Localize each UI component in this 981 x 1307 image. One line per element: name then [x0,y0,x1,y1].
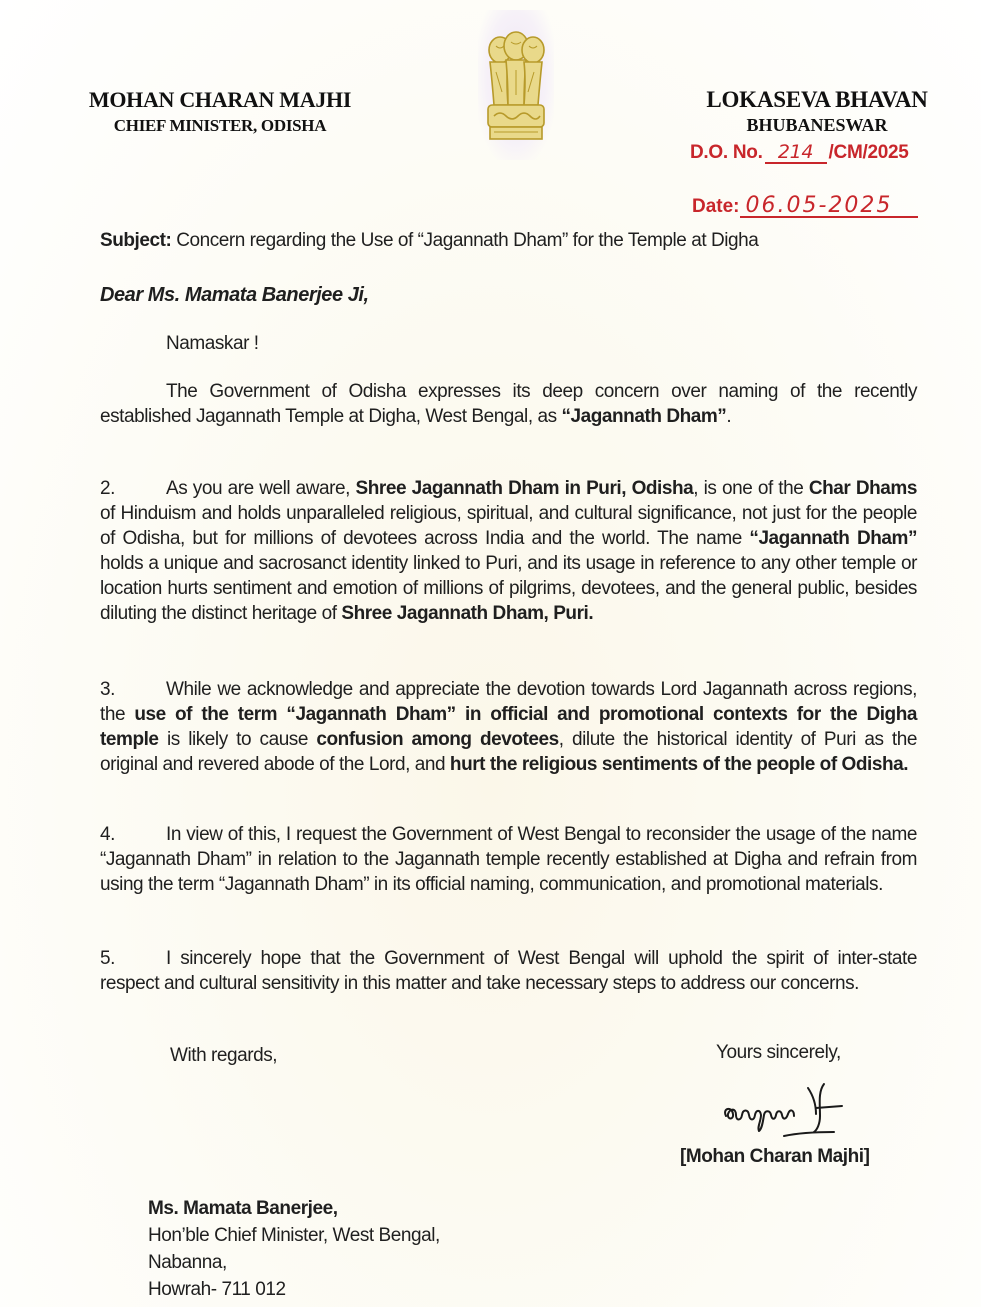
date-line [692,193,918,218]
paragraph-2: 2. As you are well aware, Shree Jagannath Dham in Puri, Odisha, is one of the Char Dhams of Hinduism and holds unparalleled religious, spiritual, and cultural significance, not just for the people of Odisha, but for millions of devotees across India and the world. The name “Jagannath Dham” holds a unique and sacrosanct identity linked to Puri, and its usage in reference to any other temple or location hurts sentiment and emotion of millions of pilgrims, devotees, and the general public, besides diluting the distinct heritage of Shree Jagannath Dham, Puri. [100,478,917,624]
subject-line [100,228,920,253]
paragraph-4: 4. In view of this, I request the Government of West Bengal to reconsider the usage of the name “Jagannath Dham” in relation to the Jagannath temple recently established at Digha and refrain from using the term “Jagannath Dham” in its official naming, communication, and promotional materials. [100,824,917,895]
signatory-name: [Mohan Charan Majhi] [680,1146,870,1167]
subject-label: Subject: [100,230,172,251]
office-name: LOKASEVA BHAVAN [706,87,928,112]
paragraph-1: The Government of Odisha expresses its deep concern over naming of the recently established Jagannath Temple at Digha, West Bengal, as “Jagannath Dham”. [100,381,917,427]
sender-name: MOHAN CHARAN MAJHI [88,87,352,112]
recipient-designation: Hon’ble Chief Minister, West Bengal, [148,1225,440,1246]
sender-title: CHIEF MINISTER, ODISHA [113,116,327,135]
closing-yours: Yours sincerely, [716,1042,841,1063]
state-emblem-icon [478,10,554,160]
do-suffix: /CM/2025 [828,142,909,163]
paragraph-number: 2. [100,478,115,499]
office-block [672,87,962,136]
do-number-line [690,142,909,164]
recipient-building: Nabanna, [148,1252,227,1273]
paragraph-number: 4. [100,824,115,845]
closing-regards: With regards, [170,1045,278,1066]
do-number: 214 [765,142,827,164]
signature-icon [712,1078,862,1144]
sender-block [55,87,385,136]
date-value: 06.05-2025 [740,196,918,218]
recipient-city: Howrah- 711 012 [148,1279,286,1300]
greeting: Namaskar ! [166,333,259,354]
paragraph-number: 3. [100,679,115,700]
recipient-name: Ms. Mamata Banerjee, [148,1198,338,1219]
paragraph-3: 3. While we acknowledge and appreciate the devotion towards Lord Jagannath across regions, the use of the term “Jagannath Dham” in official and promotional contexts for the Digha temple is likely to cause confusion among devotees, dilute the historical identity of Puri as the original and revered abode of the Lord, and hurt the religious sentiments of the people of Odisha. [100,679,917,775]
recipient-address [148,1195,440,1303]
do-label: D.O. No. [690,142,763,163]
paragraph-number: 5. [100,948,115,969]
subject-text: Concern regarding the Use of “Jagannath Dham” for the Temple at Digha [171,230,759,251]
date-label: Date: [692,196,740,217]
salutation: Dear Ms. Mamata Banerjee Ji, [100,284,369,306]
paragraph-5: 5. I sincerely hope that the Government of West Bengal will uphold the spirit of inter-state respect and cultural sensitivity in this matter and take necessary steps to address our concerns. [100,948,917,994]
office-city: BHUBANESWAR [746,115,888,135]
